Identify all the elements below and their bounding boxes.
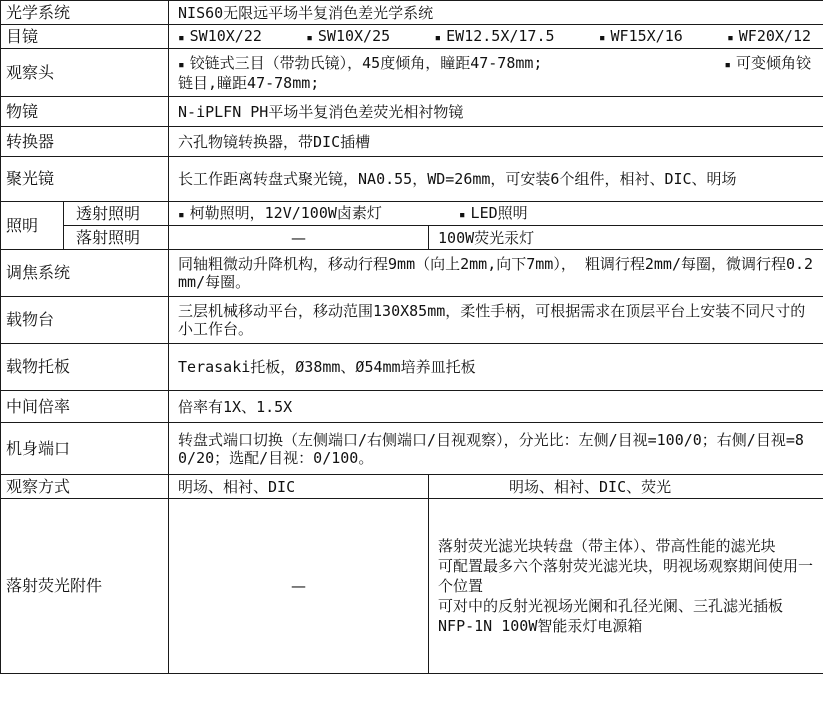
- value-port: 转盘式端口切换（左侧端口/右侧端口/目视观察），分光比：左侧/目视=100/0；右侧/目视=80/20；选配/目视：0/100。: [169, 423, 823, 475]
- epi-fl-line: 可对中的反射光视场光阑和孔径光阑、三孔滤光插板: [438, 597, 784, 615]
- value-stage-plate: Terasaki托板，Ø38mm、Ø54mm培养皿托板: [169, 344, 823, 391]
- value-transmitted: [169, 202, 823, 226]
- value-nosepiece: 六孔物镜转换器，带DIC插槽: [169, 127, 823, 157]
- value-reflected-right: 100W荧光汞灯: [429, 226, 823, 250]
- label-transmitted: 透射照明: [64, 202, 169, 226]
- row-epi-fl: [1, 499, 823, 674]
- label-magnification: 中间倍率: [1, 391, 169, 423]
- row-port: [1, 423, 823, 475]
- row-stage: [1, 297, 823, 344]
- value-reflected-left: —: [169, 226, 429, 250]
- label-condenser: 聚光镜: [1, 157, 169, 202]
- label-head: 观察头: [1, 49, 169, 97]
- row-nosepiece: [1, 127, 823, 157]
- row-head: [1, 49, 823, 97]
- value-condenser: 长工作距离转盘式聚光镜，NA0.55，WD=26mm，可安装6个组件，相衬、DIC、明场: [169, 157, 823, 202]
- value-focus: 同轴粗微动升降机构，移动行程9mm（向上2mm,向下7mm）， 粗调行程2mm/每圈，微调行程0.2mm/每圈。: [169, 250, 823, 297]
- label-illumination: 照明: [1, 202, 64, 250]
- row-stage-plate: [1, 344, 823, 391]
- label-objective: 物镜: [1, 97, 169, 127]
- row-reflected: [1, 226, 823, 250]
- eyepiece-item: ▪ SW10X/22: [178, 27, 262, 47]
- label-observation: 观察方式: [1, 475, 169, 499]
- label-reflected: 落射照明: [64, 226, 169, 250]
- epi-fl-line: 可配置最多六个落射荧光滤光块，明视场观察期间使用一个位置: [438, 557, 814, 595]
- row-focus: [1, 250, 823, 297]
- row-eyepiece: [1, 25, 823, 49]
- transmitted-item-1: ▪ 柯勒照明，12V/100W卤素灯: [178, 204, 382, 222]
- row-objective: [1, 97, 823, 127]
- row-optics: [1, 1, 823, 25]
- row-magnification: [1, 391, 823, 423]
- label-epi-fl: 落射荧光附件: [1, 499, 169, 674]
- head-item-2-cont: 链目,瞳距47-78mm;: [178, 73, 320, 92]
- row-transmitted: [1, 202, 823, 226]
- value-stage: 三层机械移动平台，移动范围130X85mm，柔性手柄，可根据需求在顶层平台上安装不同尺寸的小工作台。: [169, 297, 823, 344]
- value-epi-fl-right: [429, 499, 823, 674]
- eyepiece-item: ▪ SW10X/25: [306, 27, 390, 47]
- eyepiece-item: ▪ WF20X/12: [727, 27, 811, 47]
- row-observation: [1, 475, 823, 499]
- label-focus: 调焦系统: [1, 250, 169, 297]
- value-magnification: 倍率有1X、1.5X: [169, 391, 823, 423]
- eyepiece-item: ▪ EW12.5X/17.5: [435, 27, 555, 47]
- label-optics: 光学系统: [1, 1, 169, 25]
- eyepiece-item: ▪ WF15X/16: [599, 27, 683, 47]
- head-item-1: ▪ 铰链式三目（带勃氏镜），45度倾角，瞳距47-78mm;: [178, 54, 542, 74]
- row-condenser: [1, 157, 823, 202]
- label-eyepiece: 目镜: [1, 25, 169, 49]
- label-stage: 载物台: [1, 297, 169, 344]
- head-item-2: ▪ 可变倾角铰: [724, 54, 811, 74]
- epi-fl-line: 落射荧光滤光块转盘（带主体）、带高性能的滤光块: [438, 537, 776, 555]
- value-observation-left: 明场、相衬、DIC: [169, 475, 429, 499]
- transmitted-item-2: ▪ LED照明: [459, 204, 528, 222]
- label-nosepiece: 转换器: [1, 127, 169, 157]
- label-port: 机身端口: [1, 423, 169, 475]
- value-head: [169, 49, 823, 97]
- value-objective: N-iPLFN PH平场半复消色差荧光相衬物镜: [169, 97, 823, 127]
- value-optics: NIS60无限远平场半复消色差光学系统: [169, 1, 823, 25]
- value-observation-right: 明场、相衬、DIC、荧光: [429, 475, 823, 499]
- value-eyepiece: [169, 25, 823, 49]
- label-stage-plate: 载物托板: [1, 344, 169, 391]
- value-epi-fl-left: —: [169, 499, 429, 674]
- epi-fl-line: NFP-1N 100W智能汞灯电源箱: [438, 617, 643, 635]
